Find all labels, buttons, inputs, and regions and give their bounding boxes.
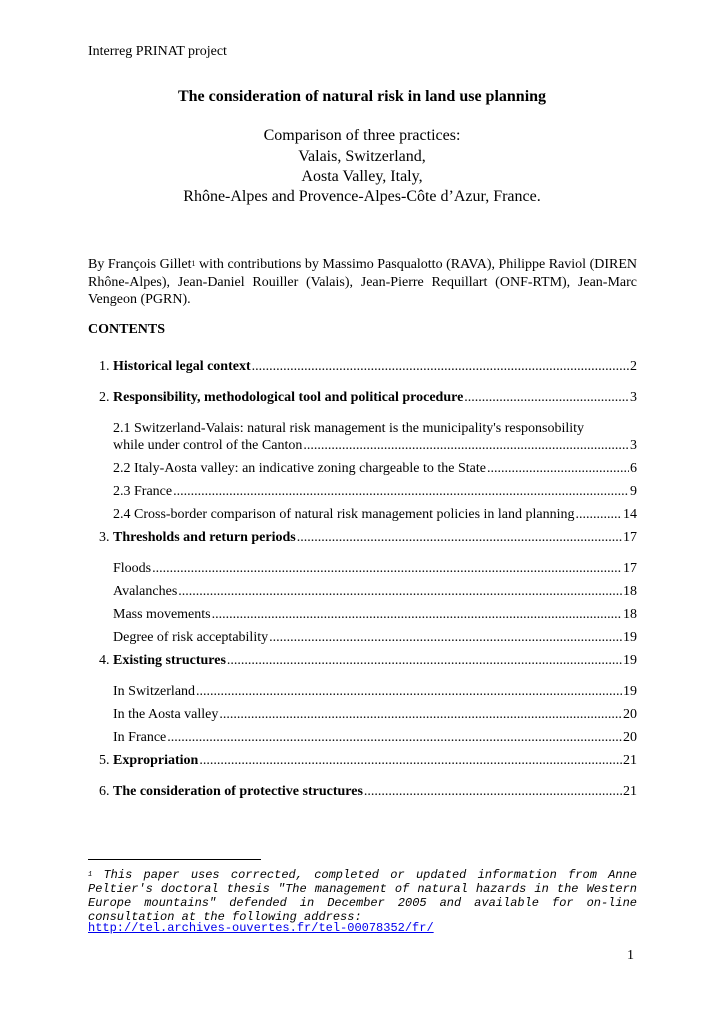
toc-page: 2 [630,359,637,374]
toc-entry-3[interactable]: 3. Thresholds and return periods ..... 17 [99,529,637,546]
footnote-text: $^1$ This paper uses corrected, completed or updated information from Anne Peltier's doctoral thesis "The management of natural hazards in the Western Europe mountains" defended in December 2005 and available for on-line consultation at the following address: [88,868,637,924]
toc-entry-switzerland[interactable]: In Switzerland ..... 19 [113,683,637,700]
subtitle-line-2: Valais, Switzerland, [298,148,426,165]
toc-page: 3 [630,390,637,405]
toc-page: 19 [623,653,637,668]
toc-entry-2-4[interactable]: 2.4 Cross-border comparison of natural risk management policies in land planning ..... 14 [113,506,637,523]
toc-label-line-1: 2.1 Switzerland-Valais: natural risk management is the municipality's responsobility [113,421,585,436]
toc-page: 19 [623,630,637,645]
author-name: By François Gillet [88,257,192,272]
toc-page: 19 [623,684,637,699]
toc-entry-2-3[interactable]: 2.3 France ..... 9 [113,483,637,500]
toc-page: 21 [623,784,637,799]
page-number: 1 [627,948,634,963]
toc-entry-6[interactable]: 6. The consideration of protective structures ..... 21 [99,783,637,800]
toc-page: 17 [623,561,637,576]
toc-page: 18 [623,584,637,599]
subtitle-line-3: Aosta Valley, Italy, [301,168,423,185]
footnote-ref[interactable]: 1 [191,259,196,268]
toc-entry-4[interactable]: 4. Existing structures ..... 19 [99,652,637,669]
subtitle-line-4: Rhône-Alpes and Provence-Alpes-Côte d’Azur, France. [183,188,541,205]
toc-page: 18 [623,607,637,622]
footnote-link[interactable]: http://tel.archives-ouvertes.fr/tel-00078352/fr/ [88,921,434,935]
contents-heading: CONTENTS [88,322,166,337]
toc-entry-avalanches[interactable]: Avalanches ..... 18 [113,583,637,600]
toc-entry-france[interactable]: In France ..... 20 [113,729,637,746]
footnote-separator [88,859,261,860]
document-title: The consideration of natural risk in land use planning [177,88,547,105]
toc-page: 20 [623,707,637,722]
toc-entry-floods[interactable]: Floods ..... 17 [113,560,637,577]
toc-entry-2[interactable]: 2. Responsibility, methodological tool and political procedure ..... 3 [99,389,637,406]
toc-entry-1[interactable]: 1. Historical legal context ..... 2 [99,358,637,375]
footnote-marker: 1 [88,871,93,879]
toc-page: 6 [630,461,637,476]
toc-page: 21 [623,753,637,768]
toc-entry-2-2[interactable]: 2.2 Italy-Aosta valley: an indicative zoning chargeable to the State ..... 6 [113,460,637,477]
toc-entry-5[interactable]: 5. Expropriation ..... 21 [99,752,637,769]
running-header: Interreg PRINAT project [88,44,227,59]
toc-entry-mass-movements[interactable]: Mass movements ..... 18 [113,606,637,623]
author-byline [88,256,637,309]
toc-page: 14 [623,507,637,522]
toc-page: 20 [623,730,637,745]
contributors-text: with contributions by Massimo Pasqualotto (RAVA), Philippe Raviol (DIREN Rhône-Alpes), Jean-Daniel Rouiller (Valais), Jean-Pierre Requillart (ONF-RTM), Jean-Marc Vengeon (PGRN). [88,257,638,307]
toc-entry-risk-acceptability[interactable]: Degree of risk acceptability ..... 19 [113,629,637,646]
toc-page: 3 [630,438,637,453]
toc-page: 17 [623,530,637,545]
toc-entry-2-1[interactable]: 2.1 Switzerland-Valais: natural risk management is the municipality's responsobility while under control of the Canton ..... 3 [113,420,637,454]
toc-page: 9 [630,484,637,499]
subtitle-line-1: Comparison of three practices: [263,127,461,144]
toc-entry-aosta[interactable]: In the Aosta valley ..... 20 [113,706,637,723]
